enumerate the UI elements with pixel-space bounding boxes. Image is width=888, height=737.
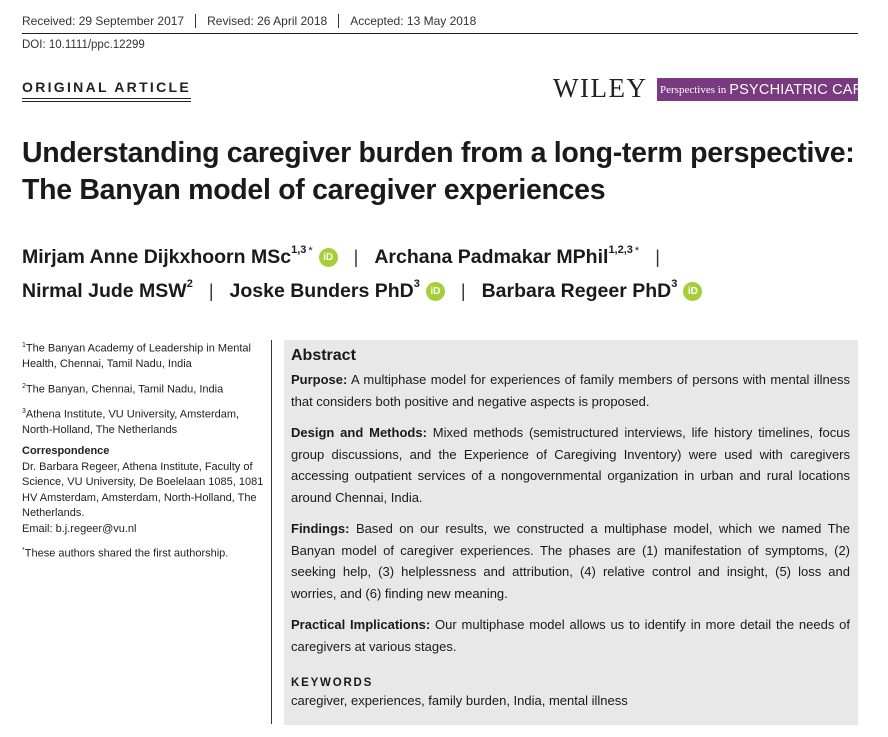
section-text: A multiphase model for experiences of family members of persons with mental illness that considers both positive and negative aspects is proposed. xyxy=(291,372,850,409)
revised-date: Revised: 26 April 2018 xyxy=(195,14,338,28)
correspondence-heading: Correspondence xyxy=(22,445,110,458)
keywords-heading: KEYWORDS xyxy=(291,677,374,689)
journal-prefix: Perspectives in xyxy=(660,83,727,96)
publication-dates xyxy=(22,14,487,28)
author-note-mark: * xyxy=(22,547,25,555)
column-divider xyxy=(271,340,272,724)
section-text: Mixed methods (semistructured interviews, life history timelines, focus group discussions, and the Experience of Caregiving Inventory) were used with caregivers accessing outpatient services of a nongovernmental organization in urban and rural locations around Chennai, India. xyxy=(291,425,850,505)
abstract-box xyxy=(284,340,858,725)
abstract-section xyxy=(291,422,850,508)
affiliation-number: 1 xyxy=(22,342,26,349)
article-title xyxy=(22,135,872,209)
author-name[interactable]: Archana Padmakar MPhil xyxy=(374,245,609,268)
section-text: Based on our results, we constructed a multiphase model, which we named The Banyan model of caregiver experiences. The phases are (1) manifestation of symptoms, (2) seeking help, (3) helplessness and attribution, (4) relative control and insight, (5) loss and worries, and (6) finding new meaning. xyxy=(291,521,850,601)
affiliation-number: 3 xyxy=(22,407,26,415)
author-affiliation-ref: 3 xyxy=(413,278,420,290)
abstract-section xyxy=(291,369,850,412)
author-affiliation-ref: 1,3 xyxy=(291,244,307,256)
author-star: * xyxy=(308,245,313,257)
affiliation-number: 2 xyxy=(22,382,26,390)
affiliation xyxy=(22,404,270,439)
author-name[interactable]: Nirmal Jude MSW xyxy=(22,279,187,302)
author-separator: | xyxy=(460,280,466,301)
affiliation-text: The Banyan, Chennai, Tamil Nadu, India xyxy=(25,383,224,396)
section-label: Practical Implications: xyxy=(291,617,431,632)
author-affiliation-ref: 2 xyxy=(186,278,193,290)
orcid-icon[interactable]: iD xyxy=(319,248,338,267)
abstract-heading: Abstract xyxy=(291,347,356,364)
author-note xyxy=(22,543,270,562)
section-label: Purpose: xyxy=(291,372,348,387)
author-separator: | xyxy=(353,246,359,267)
author-list xyxy=(22,240,702,308)
section-text: Our multiphase model allows us to identify in more detail the needs of caregivers at various stages. xyxy=(291,617,850,654)
publisher-logo: WILEY xyxy=(553,73,648,103)
article-type: ORIGINAL ARTICLE xyxy=(22,79,191,99)
author-separator: | xyxy=(655,246,660,267)
author-star: * xyxy=(634,245,640,257)
author-separator: | xyxy=(208,280,214,301)
affiliation-text: Athena Institute, VU University, Amsterdam, North-Holland, The Netherlands xyxy=(22,408,240,436)
orcid-icon[interactable]: iD xyxy=(426,282,445,301)
doi[interactable]: DOI: 10.1111/ppc.12299 xyxy=(22,39,145,51)
correspondence-address: Dr. Barbara Regeer, Athena Institute, Faculty of Science, VU University, De Boelelaan 1085, 1081 HV Amsterdam, Amsterdam, North-Holland, The Netherlands. xyxy=(22,460,264,520)
section-label: Design and Methods: xyxy=(291,425,427,440)
accepted-date: Accepted: 13 May 2018 xyxy=(338,14,487,28)
affiliation xyxy=(22,379,270,398)
journal-logo xyxy=(657,78,874,101)
abstract-section xyxy=(291,518,850,604)
header-rule xyxy=(22,33,858,34)
author-name[interactable]: Barbara Regeer PhD xyxy=(481,279,672,302)
title-line-1: Understanding caregiver burden from a long-term perspective: xyxy=(22,137,855,169)
author-affiliation-ref: 3 xyxy=(671,278,678,290)
correspondence-email[interactable]: Email: b.j.regeer@vu.nl xyxy=(22,522,137,535)
abstract-section xyxy=(291,614,850,657)
author-name[interactable]: Mirjam Anne Dijkxhoorn MSc xyxy=(22,245,292,268)
author-note-text: These authors shared the first authorship. xyxy=(24,548,229,561)
affiliations-column xyxy=(22,338,270,569)
orcid-icon[interactable]: iD xyxy=(683,282,702,301)
affiliation xyxy=(22,338,270,373)
keywords: caregiver, experiences, family burden, India, mental illness xyxy=(291,693,628,708)
author-name[interactable]: Joske Bunders PhD xyxy=(229,279,414,302)
author-affiliation-ref: 1,2,3 xyxy=(608,244,633,256)
received-date: Received: 29 September 2017 xyxy=(22,14,185,28)
section-label: Findings: xyxy=(291,521,350,536)
journal-name: PSYCHIATRIC CARE xyxy=(729,81,874,98)
affiliation-text: The Banyan Academy of Leadership in Mental Health, Chennai, Tamil Nadu, India xyxy=(22,342,251,371)
title-line-2: The Banyan model of caregiver experiences xyxy=(22,174,606,206)
